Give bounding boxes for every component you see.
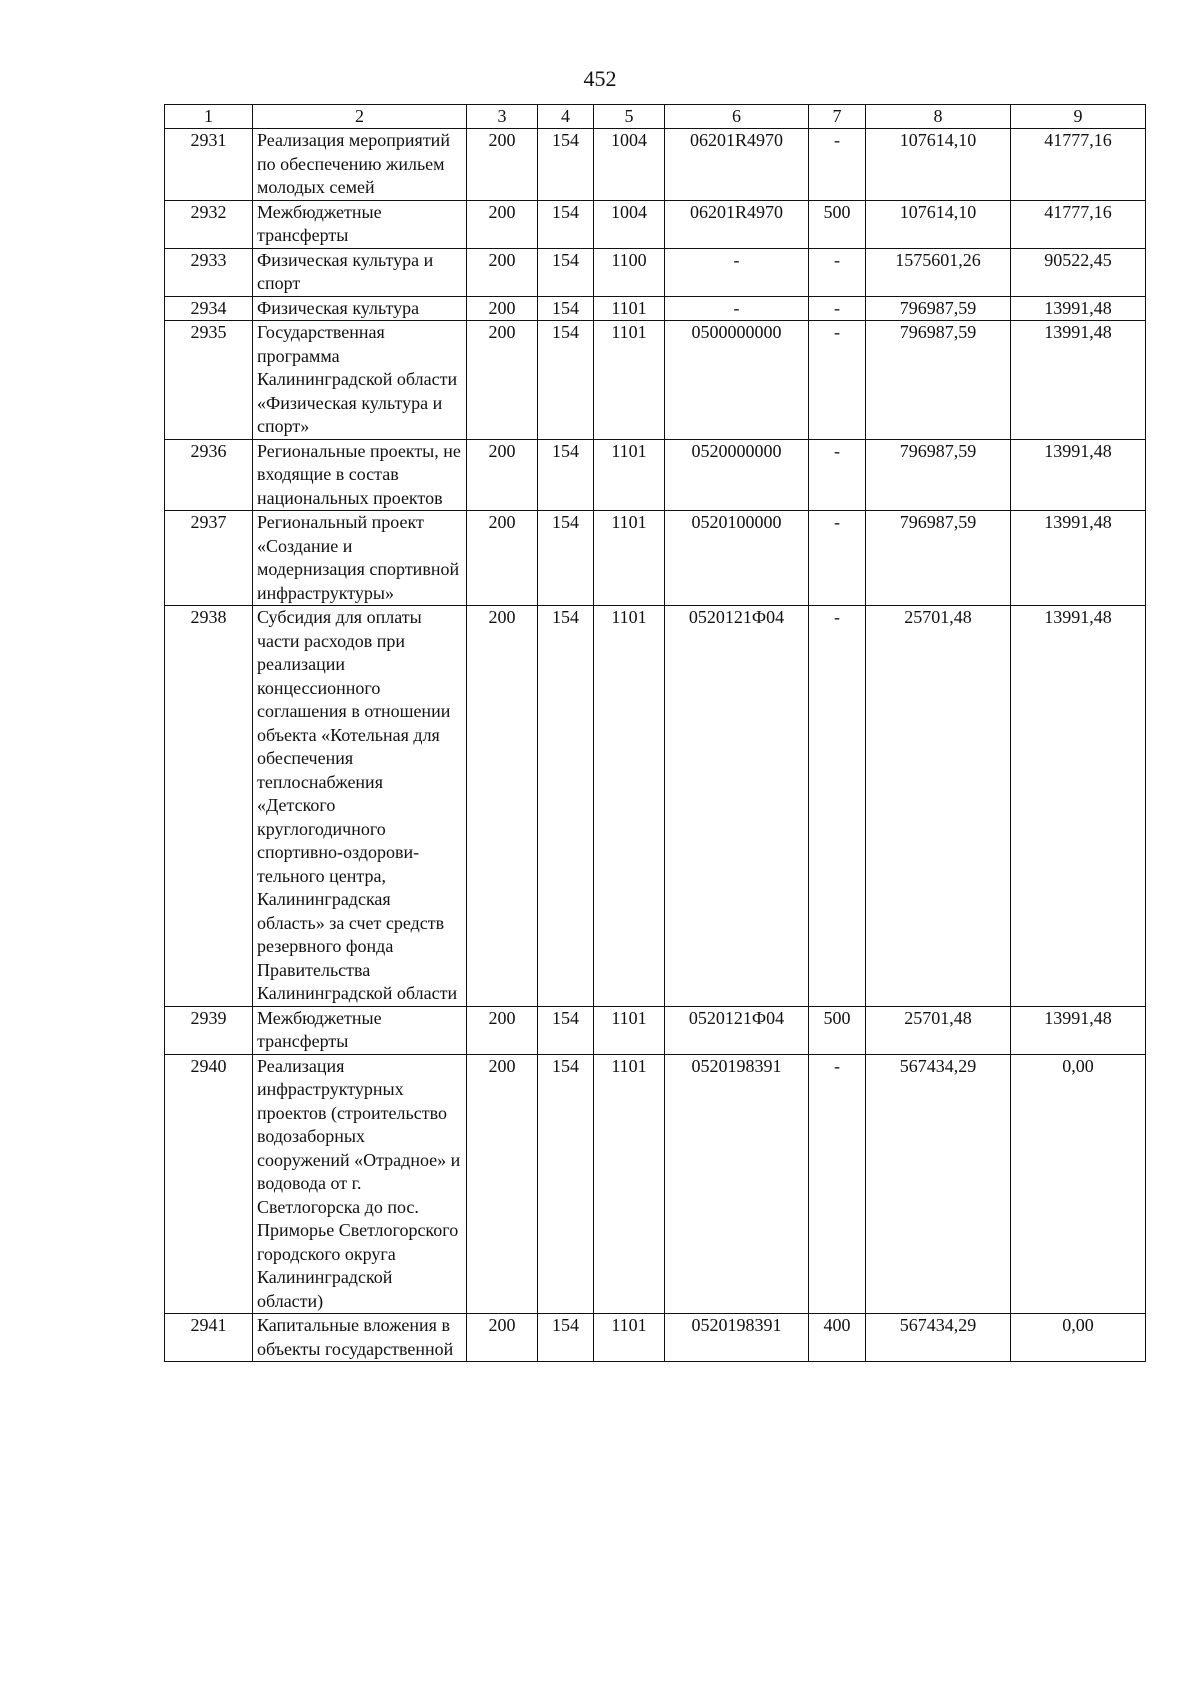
cell-col6: 0520198391 <box>665 1054 809 1314</box>
column-header: 1 <box>165 105 253 129</box>
cell-col9: 41777,16 <box>1011 200 1146 248</box>
cell-col6: 0520100000 <box>665 511 809 606</box>
cell-col9: 13991,48 <box>1011 321 1146 440</box>
cell-col5: 1004 <box>594 200 665 248</box>
cell-col6: - <box>665 248 809 296</box>
table-row <box>165 129 1146 201</box>
table-row <box>165 296 1146 321</box>
row-description: Межбюджетные трансферты <box>253 200 467 248</box>
cell-col4: 154 <box>538 511 594 606</box>
cell-col5: 1004 <box>594 129 665 201</box>
cell-col8: 25701,48 <box>866 1006 1011 1054</box>
cell-col9: 13991,48 <box>1011 439 1146 511</box>
cell-col5: 1100 <box>594 248 665 296</box>
table-row <box>165 1006 1146 1054</box>
cell-col6: - <box>665 296 809 321</box>
cell-col8: 567434,29 <box>866 1054 1011 1314</box>
cell-col3: 200 <box>467 511 538 606</box>
row-description: Региональные проекты, не входящие в состав национальных проектов <box>253 439 467 511</box>
cell-col5: 1101 <box>594 439 665 511</box>
cell-col5: 1101 <box>594 321 665 440</box>
cell-col8: 567434,29 <box>866 1314 1011 1362</box>
cell-col6: 06201R4970 <box>665 200 809 248</box>
cell-col4: 154 <box>538 129 594 201</box>
cell-col7: - <box>809 606 866 1007</box>
table-body <box>165 129 1146 1362</box>
column-header: 6 <box>665 105 809 129</box>
row-description: Региональный проект «Создание и модернизация спортивной инфраструктуры» <box>253 511 467 606</box>
cell-col5: 1101 <box>594 1054 665 1314</box>
cell-col7: - <box>809 296 866 321</box>
cell-col3: 200 <box>467 1314 538 1362</box>
table-row <box>165 439 1146 511</box>
budget-table <box>164 104 1146 1362</box>
cell-col9: 13991,48 <box>1011 606 1146 1007</box>
cell-col3: 200 <box>467 248 538 296</box>
table-row <box>165 1054 1146 1314</box>
cell-col9: 0,00 <box>1011 1314 1146 1362</box>
cell-col4: 154 <box>538 1054 594 1314</box>
row-number: 2936 <box>165 439 253 511</box>
cell-col4: 154 <box>538 606 594 1007</box>
table-row <box>165 248 1146 296</box>
column-header: 5 <box>594 105 665 129</box>
cell-col8: 107614,10 <box>866 200 1011 248</box>
column-header: 9 <box>1011 105 1146 129</box>
cell-col8: 796987,59 <box>866 296 1011 321</box>
row-number: 2933 <box>165 248 253 296</box>
cell-col5: 1101 <box>594 606 665 1007</box>
cell-col7: - <box>809 1054 866 1314</box>
cell-col7: 500 <box>809 200 866 248</box>
cell-col7: 500 <box>809 1006 866 1054</box>
cell-col6: 0520121Ф04 <box>665 606 809 1007</box>
column-header: 3 <box>467 105 538 129</box>
cell-col5: 1101 <box>594 511 665 606</box>
table-row <box>165 606 1146 1007</box>
cell-col8: 1575601,26 <box>866 248 1011 296</box>
cell-col4: 154 <box>538 248 594 296</box>
row-description: Межбюджетные трансферты <box>253 1006 467 1054</box>
row-description: Реализация инфраструктурных проектов (строительство водозаборных сооружений «Отрадное» и водовода от г. Светлогорска до пос. Приморье Светлогорского городского округа Калининградской области) <box>253 1054 467 1314</box>
cell-col7: - <box>809 321 866 440</box>
cell-col6: 0520198391 <box>665 1314 809 1362</box>
cell-col9: 13991,48 <box>1011 296 1146 321</box>
row-description: Капитальные вложения в объекты государственной <box>253 1314 467 1362</box>
row-description: Физическая культура и спорт <box>253 248 467 296</box>
row-number: 2932 <box>165 200 253 248</box>
cell-col7: - <box>809 129 866 201</box>
row-number: 2939 <box>165 1006 253 1054</box>
cell-col3: 200 <box>467 296 538 321</box>
cell-col4: 154 <box>538 321 594 440</box>
cell-col9: 90522,45 <box>1011 248 1146 296</box>
row-number: 2934 <box>165 296 253 321</box>
cell-col8: 796987,59 <box>866 511 1011 606</box>
cell-col5: 1101 <box>594 1314 665 1362</box>
cell-col3: 200 <box>467 321 538 440</box>
cell-col3: 200 <box>467 606 538 1007</box>
cell-col7: - <box>809 248 866 296</box>
cell-col6: 0520121Ф04 <box>665 1006 809 1054</box>
row-number: 2941 <box>165 1314 253 1362</box>
table-row <box>165 1314 1146 1362</box>
column-header: 2 <box>253 105 467 129</box>
cell-col4: 154 <box>538 1314 594 1362</box>
page-number: 452 <box>583 66 617 91</box>
cell-col4: 154 <box>538 1006 594 1054</box>
row-number: 2938 <box>165 606 253 1007</box>
row-description: Государственная программа Калининградской области «Физическая культура и спорт» <box>253 321 467 440</box>
row-number: 2931 <box>165 129 253 201</box>
cell-col8: 796987,59 <box>866 321 1011 440</box>
table-row <box>165 200 1146 248</box>
cell-col6: 0500000000 <box>665 321 809 440</box>
cell-col5: 1101 <box>594 1006 665 1054</box>
cell-col3: 200 <box>467 200 538 248</box>
row-description: Субсидия для оплаты части расходов при реализации концессионного соглашения в отношении объекта «Котельная для обеспечения теплоснабжения «Детского круглогодичного спортивно-оздорови-тельного центра, Калининградская область» за счет средств резервного фонда Правительства Калининградской области <box>253 606 467 1007</box>
cell-col7: - <box>809 439 866 511</box>
row-number: 2935 <box>165 321 253 440</box>
cell-col7: - <box>809 511 866 606</box>
cell-col6: 0520000000 <box>665 439 809 511</box>
cell-col6: 06201R4970 <box>665 129 809 201</box>
column-header: 7 <box>809 105 866 129</box>
cell-col3: 200 <box>467 439 538 511</box>
cell-col9: 13991,48 <box>1011 1006 1146 1054</box>
row-number: 2937 <box>165 511 253 606</box>
cell-col4: 154 <box>538 296 594 321</box>
cell-col9: 0,00 <box>1011 1054 1146 1314</box>
cell-col3: 200 <box>467 1006 538 1054</box>
table-row <box>165 511 1146 606</box>
cell-col3: 200 <box>467 129 538 201</box>
cell-col8: 796987,59 <box>866 439 1011 511</box>
cell-col5: 1101 <box>594 296 665 321</box>
cell-col9: 13991,48 <box>1011 511 1146 606</box>
cell-col8: 25701,48 <box>866 606 1011 1007</box>
header-row <box>165 105 1146 129</box>
cell-col8: 107614,10 <box>866 129 1011 201</box>
cell-col7: 400 <box>809 1314 866 1362</box>
row-description: Реализация мероприятий по обеспечению жильем молодых семей <box>253 129 467 201</box>
cell-col4: 154 <box>538 200 594 248</box>
row-description: Физическая культура <box>253 296 467 321</box>
cell-col4: 154 <box>538 439 594 511</box>
column-header: 8 <box>866 105 1011 129</box>
column-header: 4 <box>538 105 594 129</box>
cell-col3: 200 <box>467 1054 538 1314</box>
cell-col9: 41777,16 <box>1011 129 1146 201</box>
table-row <box>165 321 1146 440</box>
row-number: 2940 <box>165 1054 253 1314</box>
